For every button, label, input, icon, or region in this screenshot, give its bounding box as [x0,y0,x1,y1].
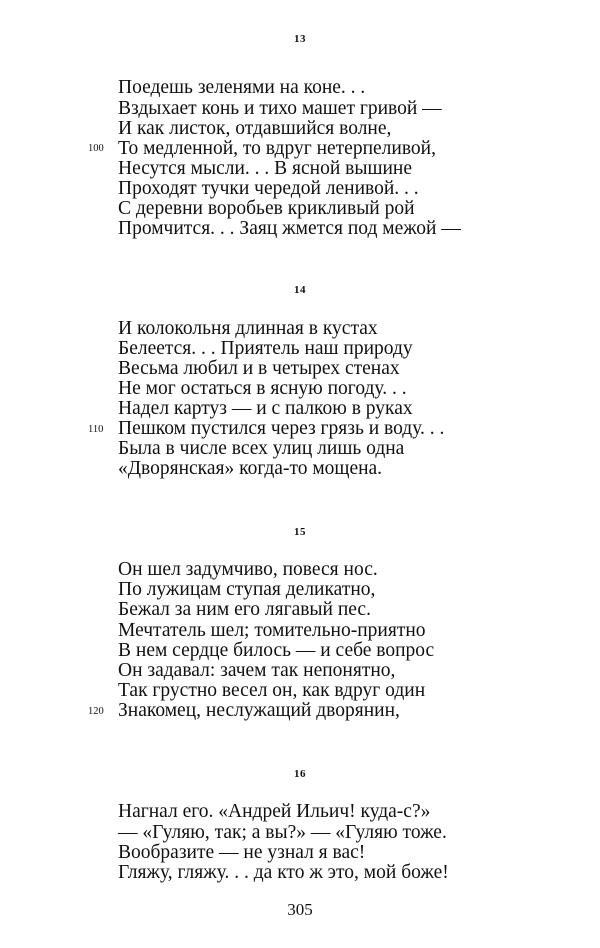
stanza-number: 15 [294,526,306,538]
verse-line: Он задавал: зачем так непонятно, [118,660,396,681]
verse-line: С деревни воробьев крикливый рой [118,198,415,219]
verse-line: Белеется. . . Приятель наш природу [118,338,413,359]
verse-line: Так грустно весел он, как вдруг один [118,680,426,701]
verse-line: Была в числе всех улиц лишь одна [118,438,405,459]
line-number: 120 [88,706,104,717]
verse-line: По лужицам ступая деликатно, [118,579,376,600]
line-number: 100 [88,143,104,154]
verse-line: Вздыхает конь и тихо машет гривой — [118,98,442,119]
verse-line: Гляжу, гляжу. . . да кто ж это, мой боже! [118,862,449,883]
verse-line: — «Гуляю, так; а вы?» — «Гуляю тоже. [118,822,447,843]
line-number: 110 [88,424,104,435]
verse-line: Пешком пустился через грязь и воду. . . [118,418,445,439]
verse-line: Промчится. . . Заяц жмется под межой — [118,218,461,239]
verse-line: Нагнал его. «Андрей Ильич! куда-с?» [118,801,431,822]
verse-line: И как листок, отдавшийся волне, [118,118,392,139]
verse-line: Мечтатель шел; томительно-приятно [118,620,426,641]
verse-line: Он шел задумчиво, повеся нос. [118,559,378,580]
verse-line: Поедешь зеленями на коне. . . [118,77,366,98]
verse-line: Бежал за ним его лягавый пес. [118,599,371,620]
verse-line: Не мог остаться в ясную погоду. . . [118,378,407,399]
verse-line: Несутся мысли. . . В ясной вышине [118,158,412,179]
verse-line: В нем сердце билось — и себе вопрос [118,640,435,661]
verse-line: Весьма любил и в четырех стенах [118,358,400,379]
verse-line: Надел картуз — и с палкою в руках [118,398,413,419]
stanza-number: 14 [294,284,306,296]
verse-line: То медленной, то вдруг нетерпеливой, [118,138,436,159]
verse-line: Вообразите — не узнал я вас! [118,842,366,863]
verse-line: «Дворянская» когда-то мощена. [118,458,383,479]
page-number: 305 [287,900,313,919]
verse-line: Проходят тучки чередой ленивой. . . [118,178,419,199]
verse-line: И колокольня длинная в кустах [118,318,378,339]
stanza-number: 16 [294,768,306,780]
verse-line: Знакомец, неслужащий дворянин, [118,700,400,721]
stanza-number: 13 [294,33,306,45]
